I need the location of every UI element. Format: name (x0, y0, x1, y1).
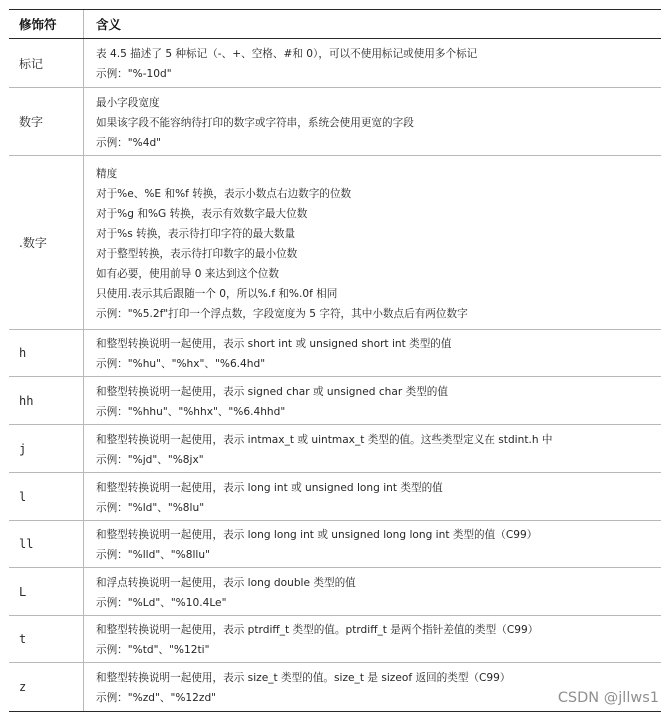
meaning-line: 示例："%zd"、"%12zd" (96, 692, 217, 704)
watermark-text: CSDN @jllws1 (557, 690, 659, 706)
meaning-line: 表 4.5 描述了 5 种标记（-、+、空格、#和 0），可以不使用标记或使用多个标记 (96, 48, 478, 60)
meaning-cell (83, 156, 661, 329)
modifier-label: 标记 (19, 56, 44, 71)
modifier-label: ll (19, 537, 34, 551)
meaning-cell (83, 425, 661, 472)
modifier-cell (9, 330, 83, 376)
modifier-cell (9, 39, 83, 87)
modifier-label: .数字 (19, 236, 47, 250)
meaning-line: 和整型转换说明一起使用，表示 long int 或 unsigned long int 类型的值 (96, 481, 443, 494)
meaning-cell (83, 521, 661, 567)
table-header-row (9, 10, 661, 39)
meaning-line: 精度 (96, 167, 118, 180)
meaning-line: 对于%e、%E 和%f 转换，表示小数点右边数字的位数 (96, 187, 352, 200)
modifier-label: L (19, 584, 27, 599)
modifier-label: z (19, 680, 27, 694)
meaning-line: 示例："%4d" (96, 136, 162, 149)
meaning-cell (83, 39, 661, 87)
table-row-flags (9, 39, 661, 87)
modifier-cell (9, 521, 83, 567)
meaning-line: 示例："%ld"、"%8lu" (96, 501, 205, 514)
meaning-line: 对于整型转换，表示待打印数字的最小位数 (96, 247, 298, 260)
meaning-line: 示例："%hu"、"%hx"、"%6.4hd" (96, 358, 266, 370)
meaning-line: 和整型转换说明一起使用，表示 long long int 或 unsigned long long int 类型的值（C99） (96, 529, 538, 541)
modifier-label: l (19, 489, 27, 504)
header-meaning-label: 含义 (96, 17, 122, 32)
meaning-line: 和整型转换说明一起使用，表示 intmax_t 或 uintmax_t 类型的值。这些类型定义在 stdint.h 中 (96, 433, 553, 446)
modifier-cell (9, 663, 83, 711)
modifier-label: t (19, 632, 27, 646)
table-row-j (9, 424, 661, 472)
modifier-label: 数字 (19, 115, 44, 129)
meaning-line: 和浮点转换说明一起使用，表示 long double 类型的值 (96, 576, 356, 589)
meaning-cell (83, 616, 661, 662)
modifier-table (9, 9, 661, 712)
meaning-line: 示例："%jd"、"%8jx" (96, 453, 204, 466)
modifier-cell (9, 377, 83, 424)
modifier-cell (9, 473, 83, 520)
header-modifier-cell (9, 10, 83, 38)
modifier-cell (9, 425, 83, 472)
modifier-label: hh (19, 393, 34, 408)
meaning-line: 只使用.表示其后跟随一个 0，所以%.f 和%.0f 相同 (96, 287, 338, 300)
table-row-ll (9, 520, 661, 567)
meaning-line: 和整型转换说明一起使用，表示 signed char 或 unsigned char 类型的值 (96, 385, 448, 398)
table-row-hh (9, 376, 661, 424)
meaning-line: 示例："%Ld"、"%10.4Le" (96, 596, 227, 609)
modifier-label: h (19, 346, 27, 360)
meaning-cell (83, 88, 661, 155)
table-row-precision (9, 155, 661, 329)
modifier-label: j (19, 441, 27, 456)
meaning-line: 如果该字段不能容纳待打印的数字或字符串，系统会使用更宽的字段 (96, 116, 414, 129)
header-modifier-label: 修饰符 (19, 17, 57, 32)
modifier-cell (9, 88, 83, 155)
meaning-line: 对于%g 和%G 转换，表示有效数字最大位数 (96, 207, 308, 220)
meaning-cell (83, 330, 661, 376)
meaning-line: 示例："%5.2f"打印一个浮点数，字段宽度为 5 字符，其中小数点后有两位数字 (96, 307, 468, 320)
meaning-line: 和整型转换说明一起使用，表示 ptrdiff_t 类型的值。ptrdiff_t 是两个指针差值的类型（C99） (96, 624, 539, 636)
meaning-cell (83, 568, 661, 615)
header-meaning-cell (83, 10, 661, 38)
meaning-line: 示例："%lld"、"%8llu" (96, 549, 210, 561)
modifier-cell (9, 568, 83, 615)
table-row-l (9, 472, 661, 520)
table-row-L (9, 567, 661, 615)
meaning-line: 示例："%td"、"%12ti" (96, 644, 210, 656)
table-row-h (9, 329, 661, 376)
meaning-line: 最小字段宽度 (96, 96, 160, 109)
meaning-line: 对于%s 转换，表示待打印字符的最大数量 (96, 227, 296, 240)
meaning-line: 和整型转换说明一起使用，表示 short int 或 unsigned short int 类型的值 (96, 338, 452, 350)
modifier-cell (9, 616, 83, 662)
meaning-cell (83, 377, 661, 424)
meaning-line: 示例："%hhu"、"%hhx"、"%6.4hhd" (96, 405, 286, 418)
meaning-cell (83, 473, 661, 520)
meaning-line: 如有必要，使用前导 0 来达到这个位数 (96, 267, 279, 280)
meaning-line: 和整型转换说明一起使用，表示 size_t 类型的值。size_t 是 sizeof 返回的类型（C99） (96, 672, 511, 684)
modifier-cell (9, 156, 83, 329)
table-row-t (9, 615, 661, 662)
meaning-line: 示例："%-10d" (96, 68, 172, 80)
table-row-width (9, 87, 661, 155)
